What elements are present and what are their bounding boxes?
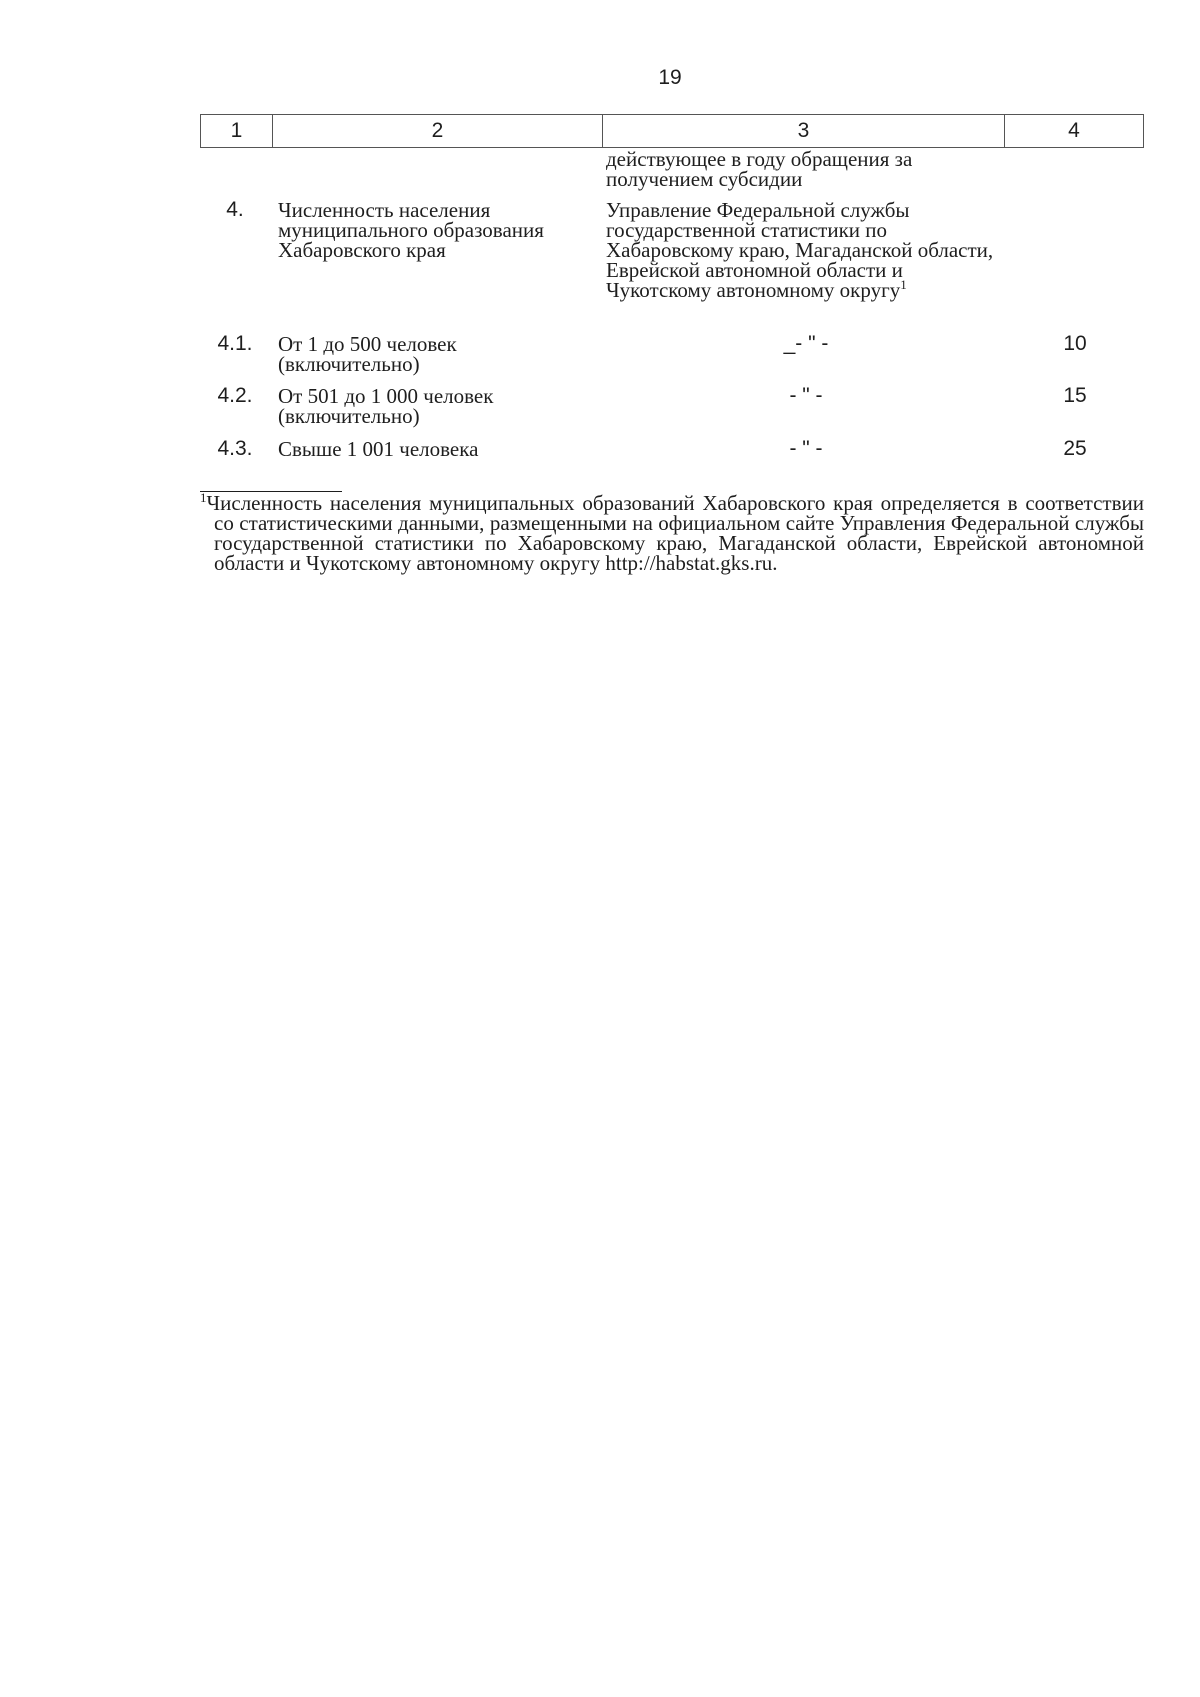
column-header-1: 1: [201, 115, 273, 147]
row-value: 25: [1063, 437, 1087, 460]
row-source: - " -: [789, 437, 823, 460]
row-source: _- " -: [783, 332, 829, 355]
footnote: [200, 490, 1144, 575]
row-name: От 501 до 1 000 человек (включительно): [278, 384, 494, 428]
row-name: Свыше 1 001 человека: [278, 437, 479, 461]
page-number: 19: [658, 66, 682, 89]
continuation-text: действующее в году обращения за получением субсидии: [606, 147, 913, 191]
row-number: 4.2.: [217, 384, 253, 407]
column-header-4: 4: [1068, 119, 1080, 142]
section-number: 4.: [226, 198, 244, 221]
column-header-3: 3: [603, 115, 1005, 147]
row-source: - " -: [789, 384, 823, 407]
row-number: 4.1.: [217, 332, 253, 355]
row-value: 15: [1063, 384, 1087, 407]
section-source-text: Управление Федеральной службы государственной статистики по Хабаровскому краю, Магаданской области, Еврейской автономной области и Чукотскому автономному округу: [606, 198, 994, 302]
column-header-2: 2: [273, 115, 603, 147]
table-header: [200, 114, 1144, 148]
footnote-mark: 1: [200, 490, 207, 505]
footnote-text: Численность населения муниципальных образований Хабаровского края определяется в соответствии со статистическими данными, размещенными на официальном сайте Управления Федеральной службы государственной статистики по Хабаровскому краю, Магаданской области, Еврейской автономной области и Чукотскому автономному округу http://habstat.gks.ru.: [206, 491, 1144, 575]
section-name: Численность населения муниципального образования Хабаровского края: [278, 198, 544, 262]
footnote-reference: 1: [900, 277, 907, 292]
row-name: От 1 до 500 человек (включительно): [278, 332, 457, 376]
row-number: 4.3.: [217, 437, 253, 460]
row-value: 10: [1063, 332, 1087, 355]
section-source: [606, 200, 1006, 300]
